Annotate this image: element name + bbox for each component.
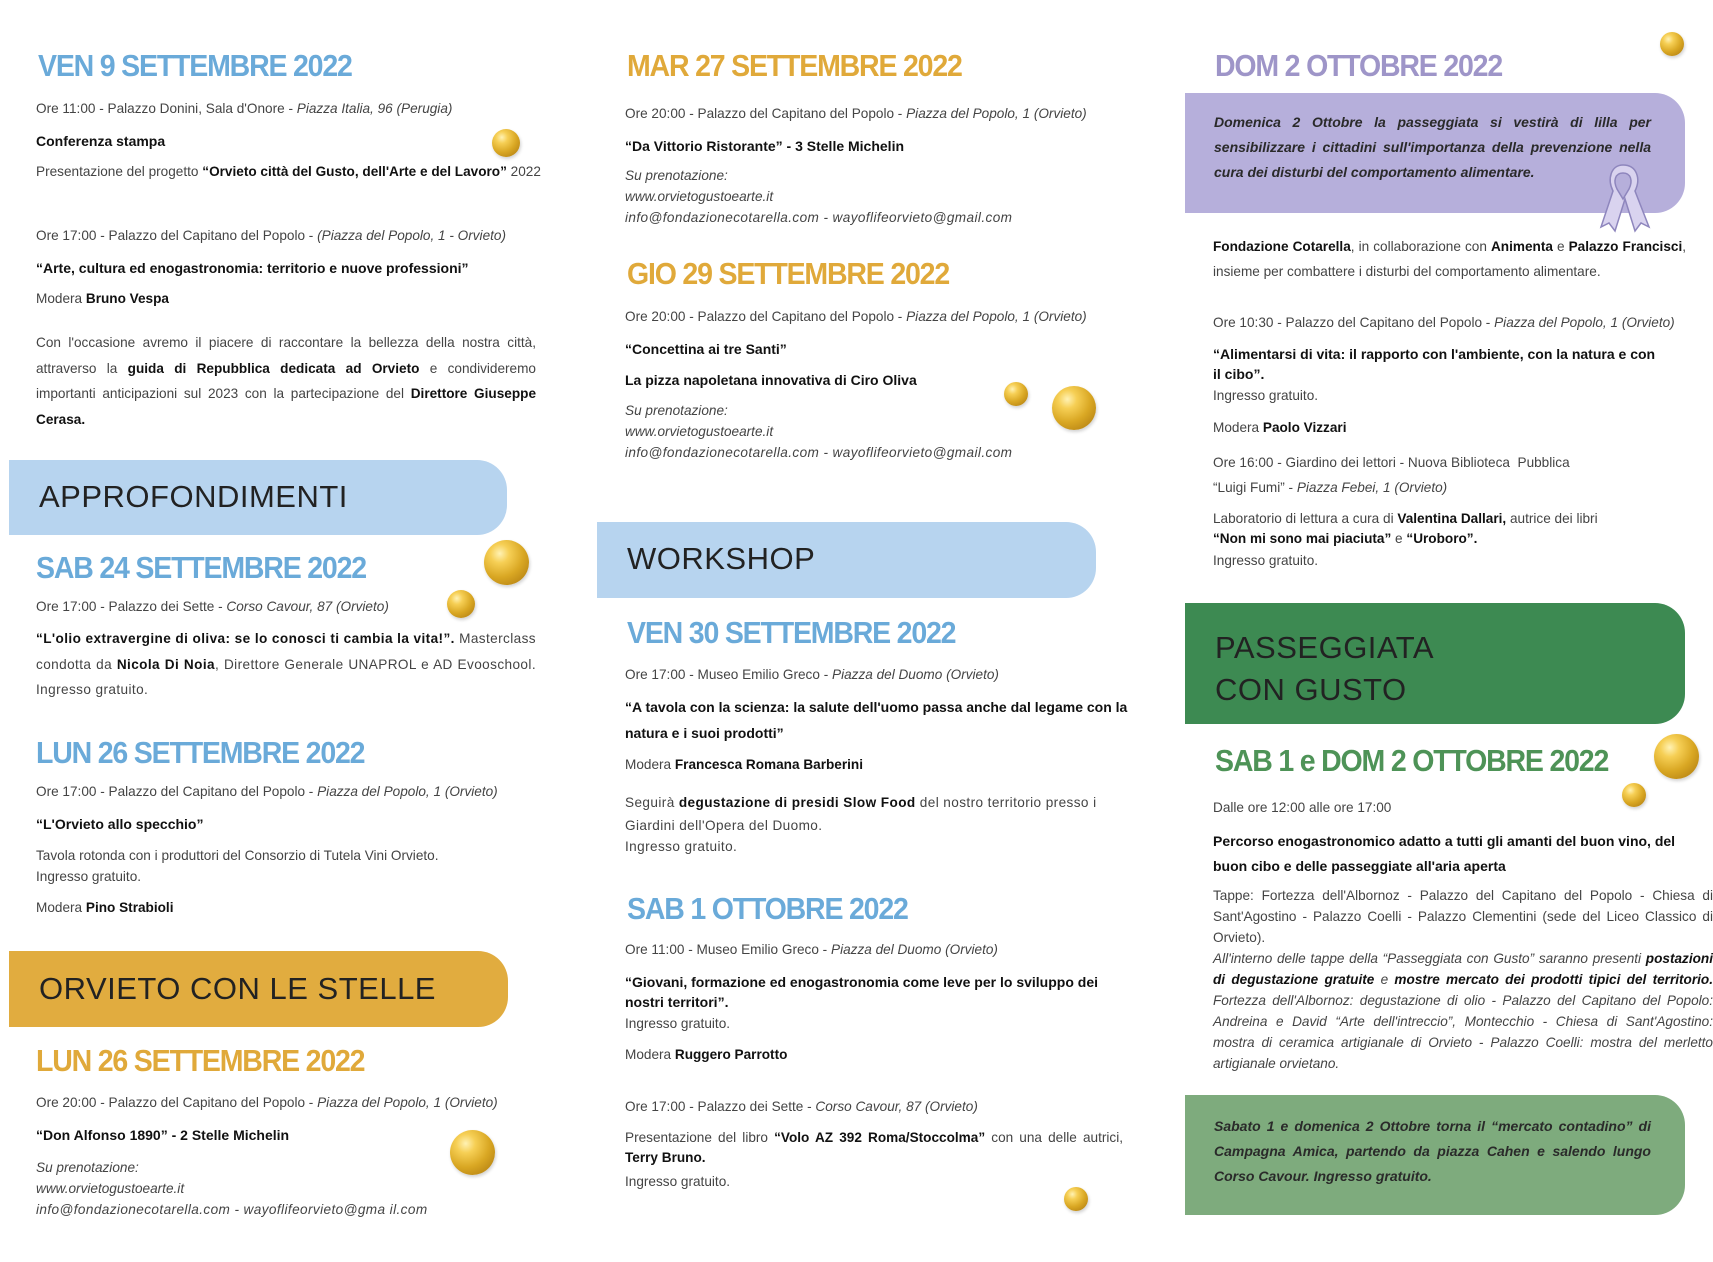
gold-sphere-icon [1004,382,1028,406]
event-time: Dalle ore 12:00 alle ore 17:00 [1213,800,1392,815]
banner-orvieto-con-le-stelle [9,951,508,1027]
date-heading: LUN 26 SETTEMBRE 2022 [36,735,365,770]
gold-sphere-icon [1622,783,1646,807]
event-time: Ore 11:00 - Palazzo Donini, Sala d'Onore - Piazza Italia, 96 (Perugia) [36,101,453,116]
event-time: Ore 20:00 - Palazzo del Capitano del Popolo - Piazza del Popolo, 1 (Orvieto) [36,1095,498,1110]
event-time: Ore 17:00 - Palazzo dei Sette - Corso Cavour, 87 (Orvieto) [36,599,389,614]
event-time: Ore 20:00 - Palazzo del Capitano del Popolo - Piazza del Popolo, 1 (Orvieto) [625,309,1087,324]
gold-sphere-icon [1654,734,1699,779]
banner-stelle-label: ORVIETO CON LE STELLE [39,971,436,1006]
date-heading: GIO 29 SETTEMBRE 2022 [627,256,949,291]
event-paragraph: Seguirà degustazione di presidi Slow Food del nostro territorio presso i Giardini dell'Opera del Duomo. [625,795,1097,833]
banner-passeggiata-line2: CON GUSTO [1215,672,1407,707]
banner-approfondimenti-label: APPROFONDIMENTI [39,479,348,514]
gold-sphere-icon [1660,32,1684,56]
event-time: Ore 17:00 - Palazzo del Capitano del Popolo - (Piazza del Popolo, 1 - Orvieto) [36,228,506,243]
event-title: “Concettina ai tre Santi” [625,341,787,357]
green-box-text: Sabato 1 e domenica 2 Ottobre torna il “mercato contadino” di Campagna Amica, partendo da piazza Cahen e salendo lungo Corso Cavour. Ingresso gratuito. [1214,1118,1651,1184]
event-title: Percorso enogastronomico adatto a tutti gli amanti del buon vino, del buon cibo e delle passeggiate all'aria aperta [1213,833,1676,874]
event-title: “Da Vittorio Ristorante” - 3 Stelle Michelin [625,138,905,154]
event-title: “A tavola con la scienza: la salute dell'uomo passa anche dal legame con la natura e i suoi prodotti” [625,699,1128,741]
booking-email-link[interactable]: info@fondazionecotarella.com - wayoflifeorvieto@gma il.com [36,1202,428,1217]
event-paragraph: All'interno delle tappe della “Passeggiata con Gusto” saranno presenti postazioni di degustazione gratuite e mostre mercato dei prodotti tipici del territorio. Fortezza dell'Albornoz: degustazione di olio - Palazzo del Capitano del Popolo: Andreina e David “Arte dell'intreccio”, Montecchio - Chiesa di Sant'Agostino: mostra di ceramica artigianale di Orvieto - Palazzo Coelli: mostra del merletto artigianale orvietano. [1213,951,1713,1071]
event-title: “Don Alfonso 1890” - 2 Stelle Michelin [36,1127,290,1143]
event-note: Ingresso gratuito. [1213,388,1319,403]
booking-email-link[interactable]: info@fondazionecotarella.com - wayoflifeorvieto@gmail.com [625,445,1013,460]
moderator: Modera Bruno Vespa [36,291,169,306]
gold-sphere-icon [1064,1187,1088,1211]
date-heading: LUN 26 SETTEMBRE 2022 [36,1043,365,1078]
lilac-info-box [1185,93,1685,213]
booking-website-link[interactable]: www.orvietogustoearte.it [625,189,774,204]
event-title: Conferenza stampa [36,133,166,149]
banner-passeggiata [1185,603,1685,724]
gold-sphere-icon [484,540,529,585]
event-description: “L'olio extravergine di oliva: se lo conosci ti cambia la vita!”. Masterclass condotta da Nicola Di Noia, Direttore Generale UNAPROL e AD Evooschool. Ingresso gratuito. [36,631,537,697]
booking-label: Su prenotazione: [625,168,728,183]
event-note: Ingresso gratuito. [36,869,142,884]
event-stops: Tappe: Fortezza dell'Albornoz - Palazzo del Capitano del Popolo - Chiesa di Sant'Agostino - Palazzo Coelli - Palazzo Clementini (sede del Liceo Classico di Orvieto). [1213,888,1713,945]
event-paragraph: Fondazione Cotarella, in collaborazione con Animenta e Palazzo Francisci, insieme per combattere i disturbi del comportamento alimentare. [1213,239,1687,279]
booking-label: Su prenotazione: [625,403,728,418]
banner-workshop-label: WORKSHOP [627,541,816,576]
date-heading: SAB 1 OTTOBRE 2022 [627,891,908,926]
gold-sphere-icon [447,590,475,618]
green-info-box [1185,1095,1685,1215]
event-paragraph: Laboratorio di lettura a cura di Valentina Dallari, autrice dei libri “Non mi sono mai piaciuta” e “Uroboro”. [1213,511,1598,546]
event-title: “Giovani, formazione ed enogastronomia come leve per lo sviluppo dei nostri territori”. [625,974,1098,1010]
event-time: Ore 10:30 - Palazzo del Capitano del Popolo - Piazza del Popolo, 1 (Orvieto) [1213,315,1675,330]
banner-approfondimenti [9,460,507,535]
event-time: Ore 17:00 - Palazzo dei Sette - Corso Cavour, 87 (Orvieto) [625,1099,978,1114]
event-time: Ore 20:00 - Palazzo del Capitano del Popolo - Piazza del Popolo, 1 (Orvieto) [625,106,1087,121]
booking-label: Su prenotazione: [36,1160,139,1175]
date-heading: SAB 1 e DOM 2 OTTOBRE 2022 [1215,743,1609,778]
event-note: Ingresso gratuito. [1213,553,1319,568]
booking-website-link[interactable]: www.orvietogustoearte.it [36,1181,185,1196]
gold-sphere-icon [1052,386,1096,430]
booking-email-link[interactable]: info@fondazionecotarella.com - wayoflifeorvieto@gmail.com [625,210,1013,225]
date-heading: DOM 2 OTTOBRE 2022 [1215,48,1503,83]
event-title: “Arte, cultura ed enogastronomia: territorio e nuove professioni” [36,260,469,276]
date-heading: VEN 30 SETTEMBRE 2022 [627,615,956,650]
event-title: “Alimentarsi di vita: il rapporto con l'ambiente, con la natura e con il cibo”. [1213,346,1656,382]
event-location: “Luigi Fumi” - Piazza Febei, 1 (Orvieto) [1213,480,1448,495]
event-paragraph: Con l'occasione avremo il piacere di raccontare la bellezza della nostra città, attraverso la guida di Repubblica dedicata ad Orvieto e condivideremo importanti anticipazioni sul 2023 con la partecipazione del Direttore Giuseppe Cerasa. [36,335,537,427]
lilac-box-text: Domenica 2 Ottobre la passeggiata si vestirà di lilla per sensibilizzare i cittadini sull'importanza della prevenzione nella cura dei disturbi del comportamento alimentare. [1214,114,1651,180]
event-title: “L'Orvieto allo specchio” [36,816,204,832]
gold-sphere-icon [450,1130,495,1175]
event-description: Tavola rotonda con i produttori del Consorzio di Tutela Vini Orvieto. [36,848,439,863]
event-time: Ore 11:00 - Museo Emilio Greco - Piazza del Duomo (Orvieto) [625,942,998,957]
moderator: Modera Pino Strabioli [36,900,174,915]
event-paragraph: Presentazione del libro “Volo AZ 392 Roma/Stoccolma” con una delle autrici, Terry Bruno. [625,1130,1124,1165]
moderator: Modera Francesca Romana Barberini [625,757,863,772]
event-note: Ingresso gratuito. [625,839,738,854]
event-description: Presentazione del progetto “Orvieto città del Gusto, dell'Arte e del Lavoro” 2022 [36,164,541,179]
event-time: Ore 17:00 - Museo Emilio Greco - Piazza del Duomo (Orvieto) [625,667,999,682]
event-time: Ore 16:00 - Giardino dei lettori - Nuova Biblioteca Pubblica [1213,455,1570,470]
banner-workshop [597,522,1096,598]
date-heading: VEN 9 SETTEMBRE 2022 [38,48,352,83]
gold-sphere-icon [492,129,520,157]
awareness-ribbon-icon [1593,161,1653,233]
date-heading: MAR 27 SETTEMBRE 2022 [627,48,962,83]
moderator: Modera Ruggero Parrotto [625,1047,788,1062]
moderator: Modera Paolo Vizzari [1213,420,1347,435]
event-note: Ingresso gratuito. [625,1174,731,1189]
event-subtitle: La pizza napoletana innovativa di Ciro Oliva [625,372,917,388]
date-heading: SAB 24 SETTEMBRE 2022 [36,550,366,585]
event-time: Ore 17:00 - Palazzo del Capitano del Popolo - Piazza del Popolo, 1 (Orvieto) [36,784,498,799]
event-note: Ingresso gratuito. [625,1016,731,1031]
booking-website-link[interactable]: www.orvietogustoearte.it [625,424,774,439]
banner-passeggiata-line1: PASSEGGIATA [1215,630,1435,665]
